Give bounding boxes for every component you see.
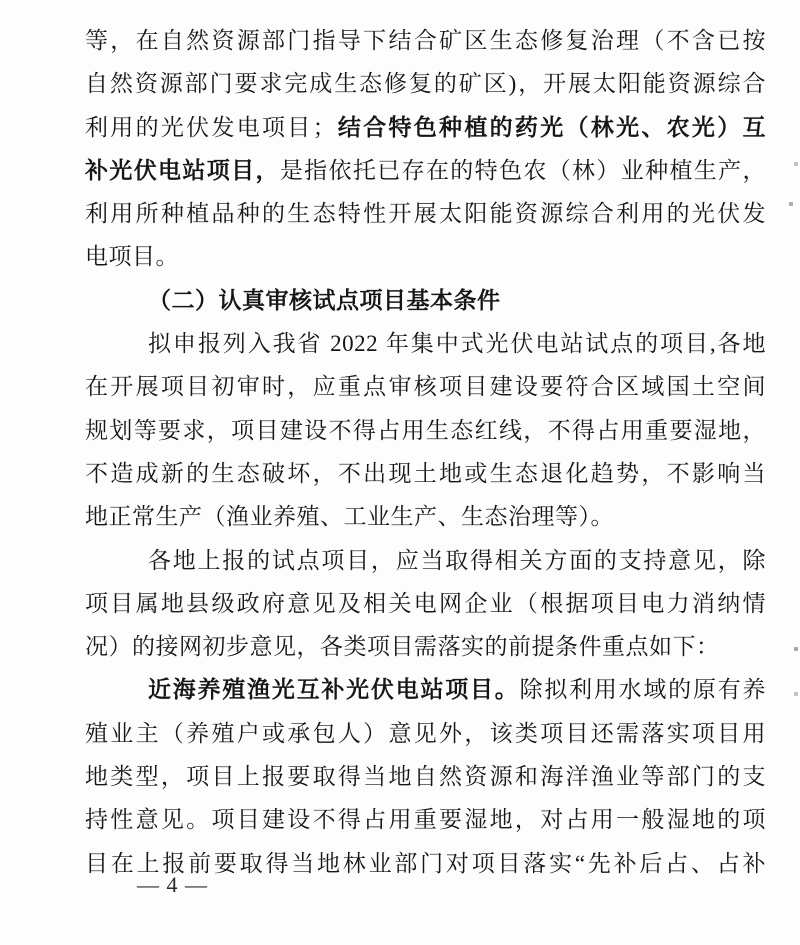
- text-line: [85, 365, 766, 408]
- text-run: 项目属地县级政府意见及相关电网企业（根据项目电力消纳情: [85, 590, 766, 616]
- text-line: [85, 452, 766, 495]
- text-line: [85, 712, 766, 755]
- section-heading: [85, 279, 766, 322]
- document-body: [85, 19, 766, 885]
- text-run: 况）的接网初步意见，各类项目需落实的前提条件重点如下：: [85, 634, 720, 660]
- text-line: [85, 582, 766, 625]
- text-run: 拟申报列入我省 2022 年集中式光伏电站试点的项目,各地: [148, 331, 766, 357]
- text-run: 利用所种植品种的生态特性开展太阳能资源综合利用的光伏发: [85, 201, 766, 227]
- text-run: 电项目。: [85, 244, 179, 270]
- text-line: [85, 495, 766, 538]
- text-line: [85, 235, 766, 278]
- text-run: 不造成新的生态破坏，不出现土地或生态退化趋势，不影响当: [85, 460, 766, 486]
- text-run: 等，在自然资源部门指导下结合矿区生态修复治理（不含已按: [85, 28, 766, 53]
- text-line: [85, 62, 766, 105]
- scan-artifact: [794, 162, 798, 166]
- page-footer: [137, 872, 208, 898]
- bold-text-run: （二）认真审核试点项目基本条件: [148, 286, 501, 313]
- text-line: [85, 625, 766, 668]
- page-number: — 4 —: [137, 872, 208, 897]
- text-run: 规划等要求，项目建设不得占用生态红线，不得占用重要湿地，: [85, 417, 766, 443]
- scan-artifact: [794, 692, 798, 696]
- text-run: 地正常生产（渔业养殖、工业生产、生态治理等）。: [85, 504, 614, 530]
- text-run: 各地上报的试点项目，应当取得相关方面的支持意见，除: [148, 547, 766, 573]
- text-line: [85, 798, 766, 841]
- text-line: [85, 409, 766, 452]
- text-line: [85, 668, 766, 711]
- text-run: 在开展项目初审时，应重点审核项目建设要符合区域国土空间: [85, 374, 766, 400]
- scan-artifact: [794, 647, 798, 651]
- text-line: [85, 755, 766, 798]
- text-run: 目在上报前要取得当地林业部门对项目落实“先补后占、占补: [85, 850, 766, 876]
- text-line: [85, 322, 766, 365]
- scan-artifact: [789, 202, 793, 206]
- text-line: [85, 19, 766, 62]
- bold-text-run: 补光伏电站项目，: [85, 156, 280, 183]
- bold-text-run: 结合特色种植的药光（林光、农光）互: [336, 113, 767, 140]
- bold-text-run: 近海养殖渔光互补光伏电站项目。: [148, 676, 520, 703]
- text-run: 利用的光伏发电项目；: [85, 114, 337, 140]
- text-run: 是指依托已存在的特色农（林）业种植生产，: [279, 157, 767, 183]
- text-run: 地类型，项目上报要取得当地自然资源和海洋渔业等部门的支: [85, 764, 766, 790]
- text-line: [85, 539, 766, 582]
- text-run: 持性意见。项目建设不得占用重要湿地，对占用一般湿地的项: [85, 807, 766, 833]
- text-line: [85, 106, 766, 149]
- text-run: 除拟利用水域的原有养: [519, 677, 767, 703]
- text-run: 殖业主（养殖户或承包人）意见外，该类项目还需落实项目用: [85, 720, 766, 746]
- text-line: [85, 192, 766, 235]
- text-run: 自然资源部门要求完成生态修复的矿区)，开展太阳能资源综合: [85, 71, 766, 97]
- text-line: [85, 149, 766, 192]
